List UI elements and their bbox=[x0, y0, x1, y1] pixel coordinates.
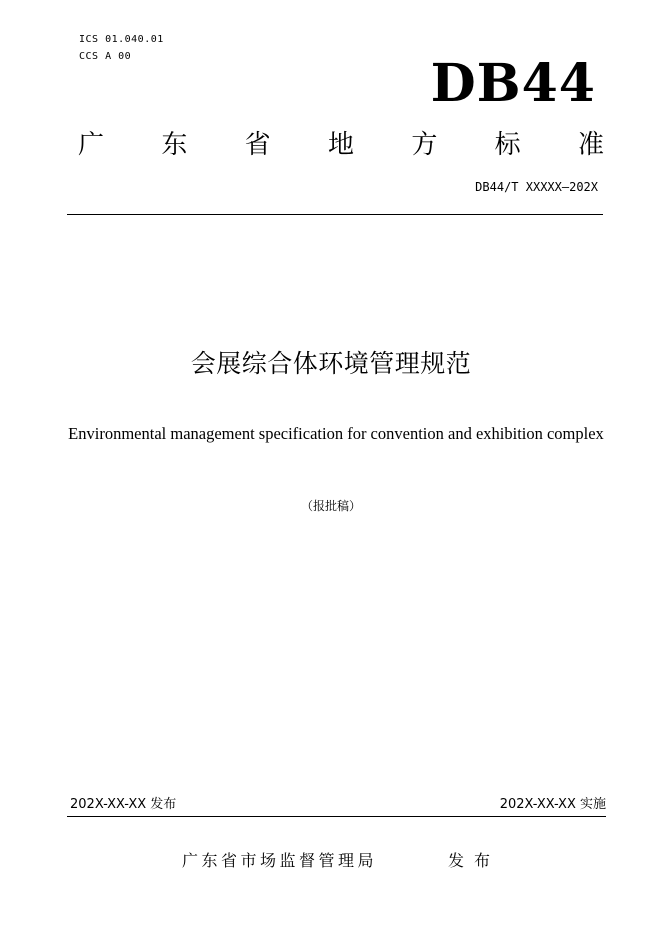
ics-code: ICS 01.040.01 bbox=[79, 34, 164, 45]
standard-number: DB44/T XXXXX—202X bbox=[475, 180, 598, 194]
standard-type-char: 地 bbox=[327, 130, 354, 160]
header-divider bbox=[67, 214, 603, 215]
standard-type-char: 标 bbox=[494, 130, 521, 160]
standard-type-char: 省 bbox=[244, 130, 271, 160]
footer-divider bbox=[67, 816, 606, 817]
publish-date: 202X-XX-XX 发布 bbox=[70, 797, 177, 812]
document-title-en: Environmental management specification for convention and exhibition complex bbox=[68, 424, 604, 443]
standard-type-char: 方 bbox=[411, 130, 438, 160]
db44-logo: DB44 bbox=[430, 53, 596, 114]
standard-type-char: 准 bbox=[577, 130, 604, 160]
issue-label: 发布 bbox=[448, 851, 501, 870]
standard-type-char: 广 bbox=[78, 130, 105, 160]
ccs-code: CCS A 00 bbox=[79, 51, 132, 62]
document-title-zh: 会展综合体环境管理规范 bbox=[190, 349, 472, 378]
issuing-authority: 广东省市场监督管理局 bbox=[182, 851, 378, 870]
implement-date: 202X-XX-XX 实施 bbox=[499, 797, 606, 812]
draft-status: （报批稿） bbox=[300, 499, 361, 513]
standard-type-char: 东 bbox=[161, 130, 188, 160]
standard-type-title bbox=[78, 127, 604, 163]
